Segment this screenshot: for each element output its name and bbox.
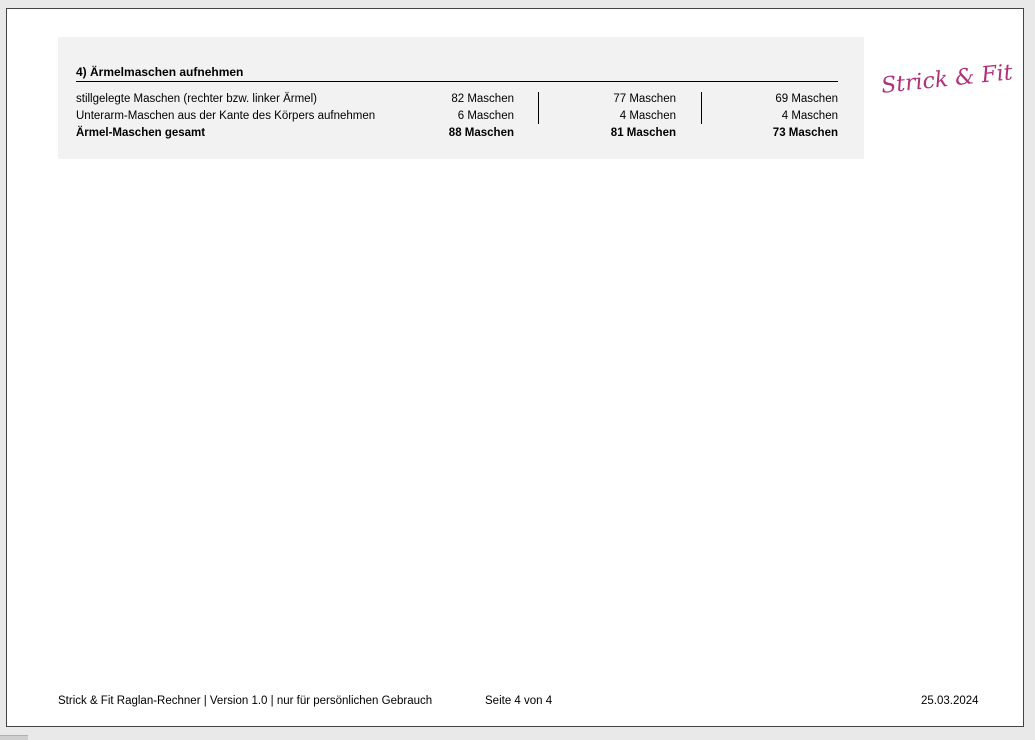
value-size-3: 4 Maschen xyxy=(781,110,838,122)
value-size-3: 73 Maschen xyxy=(772,127,838,139)
column-divider xyxy=(701,92,702,124)
footer-date: 25.03.2024 xyxy=(921,695,979,707)
footer-page-number: Seite 4 von 4 xyxy=(485,695,553,707)
value-size-2: 77 Maschen xyxy=(613,93,676,105)
value-size-2: 81 Maschen xyxy=(610,127,676,139)
table-row xyxy=(76,108,838,125)
brand-logo xyxy=(879,60,1014,101)
table-row xyxy=(76,91,838,108)
footer-app-info: Strick & Fit Raglan-Rechner | Version 1.0 | nur für persönlichen Gebrauch xyxy=(58,695,433,707)
table-row-total xyxy=(76,125,838,142)
document-page xyxy=(6,8,1024,727)
value-size-2: 4 Maschen xyxy=(619,110,676,122)
row-label: stillgelegte Maschen (rechter bzw. linker Ärmel) xyxy=(76,93,317,105)
value-size-1: 88 Maschen xyxy=(448,127,514,139)
row-label: Unterarm-Maschen aus der Kante des Körpers aufnehmen xyxy=(76,110,376,122)
sheet-scroll-tab[interactable] xyxy=(0,735,28,740)
row-label: Ärmel-Maschen gesamt xyxy=(76,127,206,139)
section-sleeve-stitches xyxy=(58,37,864,159)
column-divider xyxy=(538,92,539,124)
svg-text:Strick & Fit: Strick & Fit xyxy=(880,60,1014,99)
value-size-1: 82 Maschen xyxy=(451,93,514,105)
value-size-1: 6 Maschen xyxy=(457,110,514,122)
section-title: 4) Ärmelmaschen aufnehmen xyxy=(76,66,838,82)
value-size-3: 69 Maschen xyxy=(775,93,838,105)
